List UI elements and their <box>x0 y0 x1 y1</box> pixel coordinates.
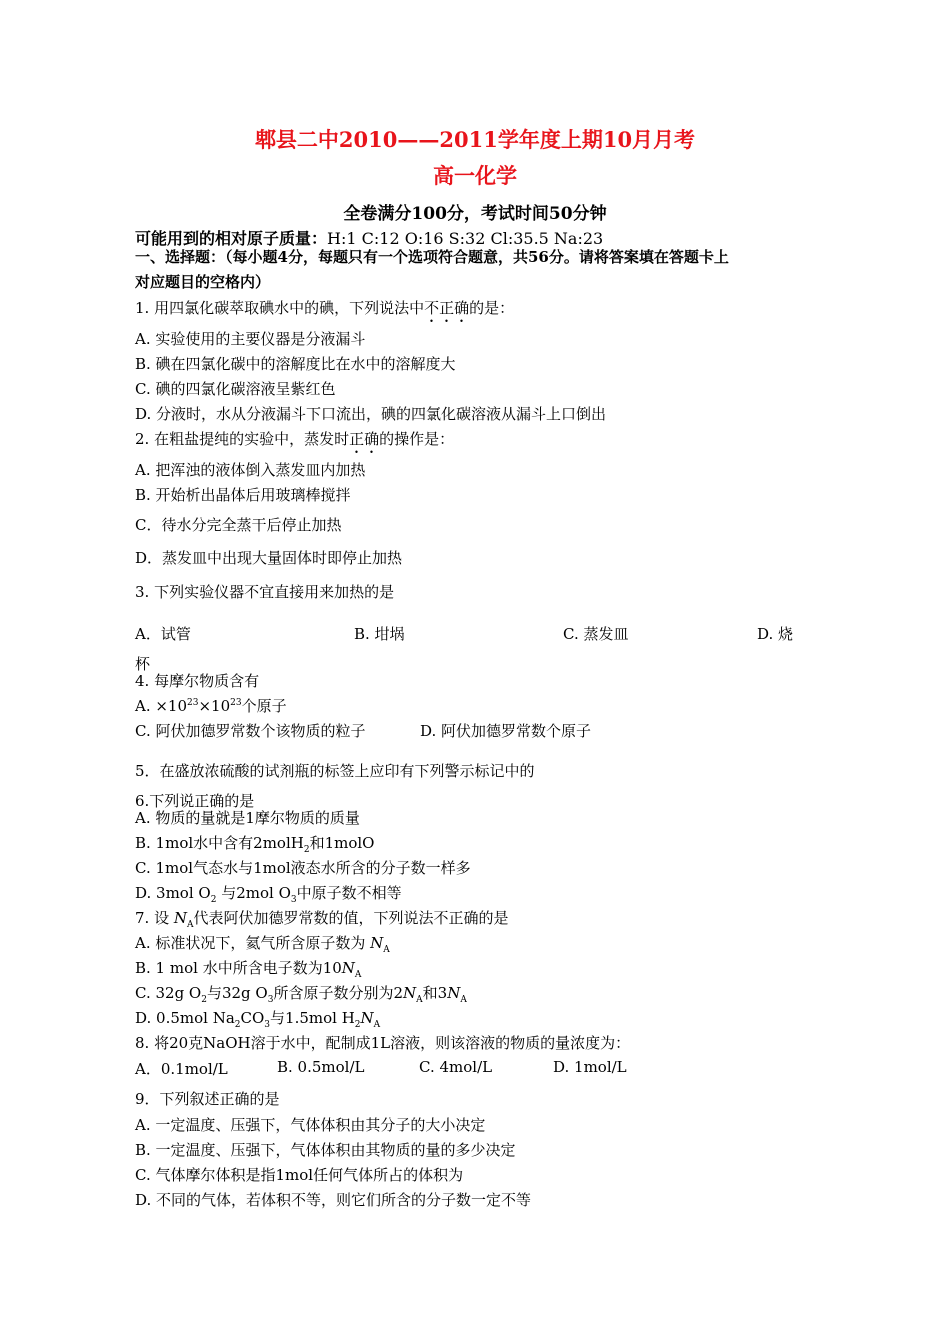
q7-stem-part2: 代表阿伏加德罗常数的值，下列说法不正确的是 <box>193 909 509 927</box>
q7-option-a-na: N <box>370 934 384 952</box>
q3-option-b: B. 坩埚 <box>354 625 405 643</box>
q7-option-a <box>135 932 390 955</box>
q6-option-d-part1: D. 3mol O <box>135 884 211 902</box>
q3-option-c: C. 蒸发皿 <box>563 625 629 643</box>
q7-option-d-na-sub: A <box>373 1020 381 1030</box>
q4-option-a-part1: A. ×10 <box>135 697 188 715</box>
q7-stem-part1: 7. 设 <box>135 909 174 927</box>
q9-option-b: B. 一定温度、压强下，气体体积由其物质的量的多少决定 <box>135 1141 516 1159</box>
q7-option-c-sub2: 3 <box>267 995 274 1005</box>
q7-option-c-part2: 与32g O <box>206 984 268 1002</box>
q5-stem: 5．在盛放浓硫酸的试剂瓶的标签上应印有下列警示标记中的 <box>135 762 535 780</box>
q7-option-c-na2-sub: A <box>460 995 467 1005</box>
q4-stem: 4. 每摩尔物质含有 <box>135 672 260 690</box>
atomic-mass-label: 可能用到的相对原子质量： <box>135 229 328 248</box>
q7-option-c-part1: C. 32g O <box>135 984 202 1002</box>
q6-option-b <box>135 832 374 855</box>
q7-option-d-part2: CO <box>240 1009 265 1027</box>
q7-option-d-sub3: 2 <box>354 1020 361 1030</box>
q2-option-b: B. 开始析出晶体后用玻璃棒搅拌 <box>135 486 351 504</box>
q8-option-c: C. 4mol/L <box>419 1058 493 1076</box>
q4-option-d: D. 阿伏加德罗常数个原子 <box>420 722 592 740</box>
q3-option-d-wrap: 杯 <box>135 655 151 673</box>
q7-option-a-text: A. 标准状况下，氦气所含原子数为 <box>135 934 371 952</box>
q2-option-a: A. 把浑浊的液体倒入蒸发皿内加热 <box>135 461 366 479</box>
q7-option-c-sub1: 2 <box>201 995 207 1005</box>
q1-stem-emphasis: 不正确 <box>424 299 470 317</box>
q2-stem-emphasis: 正确 <box>349 430 380 448</box>
q7-option-c-na1: N <box>403 984 417 1002</box>
q2-stem-post: 的操作是： <box>379 430 455 448</box>
q3-stem: 3. 下列实验仪器不宜直接用来加热的是 <box>135 583 395 601</box>
atomic-mass-values: H:1 C:12 O:16 S:32 Cl:35.5 Na:23 <box>327 229 604 248</box>
q7-option-d-part3: 与1.5mol H <box>270 1009 355 1027</box>
q4-option-a-part3: 个原子 <box>241 697 287 715</box>
q6-option-d <box>135 882 402 905</box>
q8-option-a: A．0.1mol/L <box>135 1060 228 1078</box>
q7-option-d-sub2: 3 <box>264 1020 271 1030</box>
q6-option-d-part2: 与2mol O <box>216 884 291 902</box>
q1-stem-pre: 1. 用四氯化碳萃取碘水中的碘，下列说法中 <box>135 299 425 317</box>
q1-option-a: A. 实验使用的主要仪器是分液漏斗 <box>135 330 366 348</box>
q6-option-d-sub1: 2 <box>210 895 217 905</box>
q7-na-symbol: N <box>173 909 187 927</box>
q4-option-a <box>135 695 287 716</box>
q9-option-d: D. 不同的气体，若体积不等，则它们所含的分子数一定不等 <box>135 1191 532 1209</box>
q7-option-c-part3: 所含原子数分别为2 <box>273 984 404 1002</box>
q7-option-b-text: B. 1 mol 水中所含电子数为10 <box>135 959 342 977</box>
q6-option-c: C. 1mol气态水与1mol液态水所含的分子数一样多 <box>135 859 471 877</box>
q4-option-a-part2: ×10 <box>198 697 231 715</box>
q2-stem <box>135 428 454 457</box>
q6-option-b-sub: 2 <box>303 845 310 855</box>
q7-option-c-na1-sub: A <box>416 995 423 1005</box>
section-heading-line1: 一、选择题：（每小题4分，每题只有一个选项符合题意，共56分。请将答案填在答题卡上 <box>135 248 729 266</box>
q7-option-b-na: N <box>341 959 355 977</box>
q7-option-b-na-sub: A <box>354 970 362 980</box>
q7-option-c-na2: N <box>447 984 461 1002</box>
q9-stem: 9．下列叙述正确的是 <box>135 1090 280 1108</box>
q2-option-d: D．蒸发皿中出现大量固体时即停止加热 <box>135 549 403 567</box>
q7-option-a-na-sub: A <box>383 945 390 955</box>
q7-stem <box>135 907 509 930</box>
q7-option-d-na: N <box>360 1009 374 1027</box>
q7-option-d-sub1: 2 <box>234 1020 241 1030</box>
q1-stem-post: 的是： <box>469 299 515 317</box>
q2-option-c: C．待水分完全蒸干后停止加热 <box>135 516 342 534</box>
q6-stem: 6.下列说正确的是 <box>135 792 255 810</box>
q3-option-d: D. 烧 <box>757 625 794 643</box>
q8-option-b: B. 0.5mol/L <box>277 1058 365 1076</box>
q4-option-c: C. 阿伏加德罗常数个该物质的粒子 <box>135 722 366 740</box>
q7-option-b <box>135 957 361 980</box>
q7-option-c-part4: 和3 <box>422 984 448 1002</box>
q4-exponent-2: 23 <box>230 698 242 708</box>
q6-option-b-part1: B. 1mol水中含有2molH <box>135 834 304 852</box>
q9-option-a: A. 一定温度、压强下，气体体积由其分子的大小决定 <box>135 1116 486 1134</box>
q4-exponent-1: 23 <box>187 698 199 708</box>
q3-option-a: A．试管 <box>135 625 191 643</box>
q1-option-d: D. 分液时，水从分液漏斗下口流出，碘的四氯化碳溶液从漏斗上口倒出 <box>135 405 607 423</box>
q1-option-c: C. 碘的四氯化碳溶液呈紫红色 <box>135 380 336 398</box>
q6-option-d-part3: 中原子数不相等 <box>296 884 402 902</box>
q6-option-d-sub2: 3 <box>290 895 297 905</box>
q2-stem-pre: 2. 在粗盐提纯的实验中，蒸发时 <box>135 430 350 448</box>
q6-option-a: A. 物质的量就是1摩尔物质的质量 <box>135 809 360 827</box>
q7-option-c <box>135 982 467 1005</box>
q1-option-b: B. 碘在四氯化碳中的溶解度比在水中的溶解度大 <box>135 355 456 373</box>
q7-option-d <box>135 1007 380 1030</box>
subject-title: 高一化学 <box>433 163 517 188</box>
section-heading-line2: 对应题目的空格内） <box>135 273 271 291</box>
q9-option-c: C. 气体摩尔体积是指1mol任何气体所占的体积为 <box>135 1166 464 1184</box>
q7-option-d-part1: D. 0.5mol Na <box>135 1009 235 1027</box>
q6-option-b-part2: 和1molO <box>309 834 375 852</box>
exam-title: 郫县二中2010——2011学年度上期10月月考 <box>254 127 696 152</box>
q7-na-sub: A <box>186 920 194 930</box>
q1-stem <box>135 297 514 326</box>
q8-stem: 8. 将20克NaOH溶于水中，配制成1L溶液，则该溶液的物质的量浓度为： <box>135 1034 631 1052</box>
q8-option-d: D. 1mol/L <box>553 1058 627 1076</box>
score-time-line: 全卷满分100分，考试时间50分钟 <box>343 204 607 224</box>
